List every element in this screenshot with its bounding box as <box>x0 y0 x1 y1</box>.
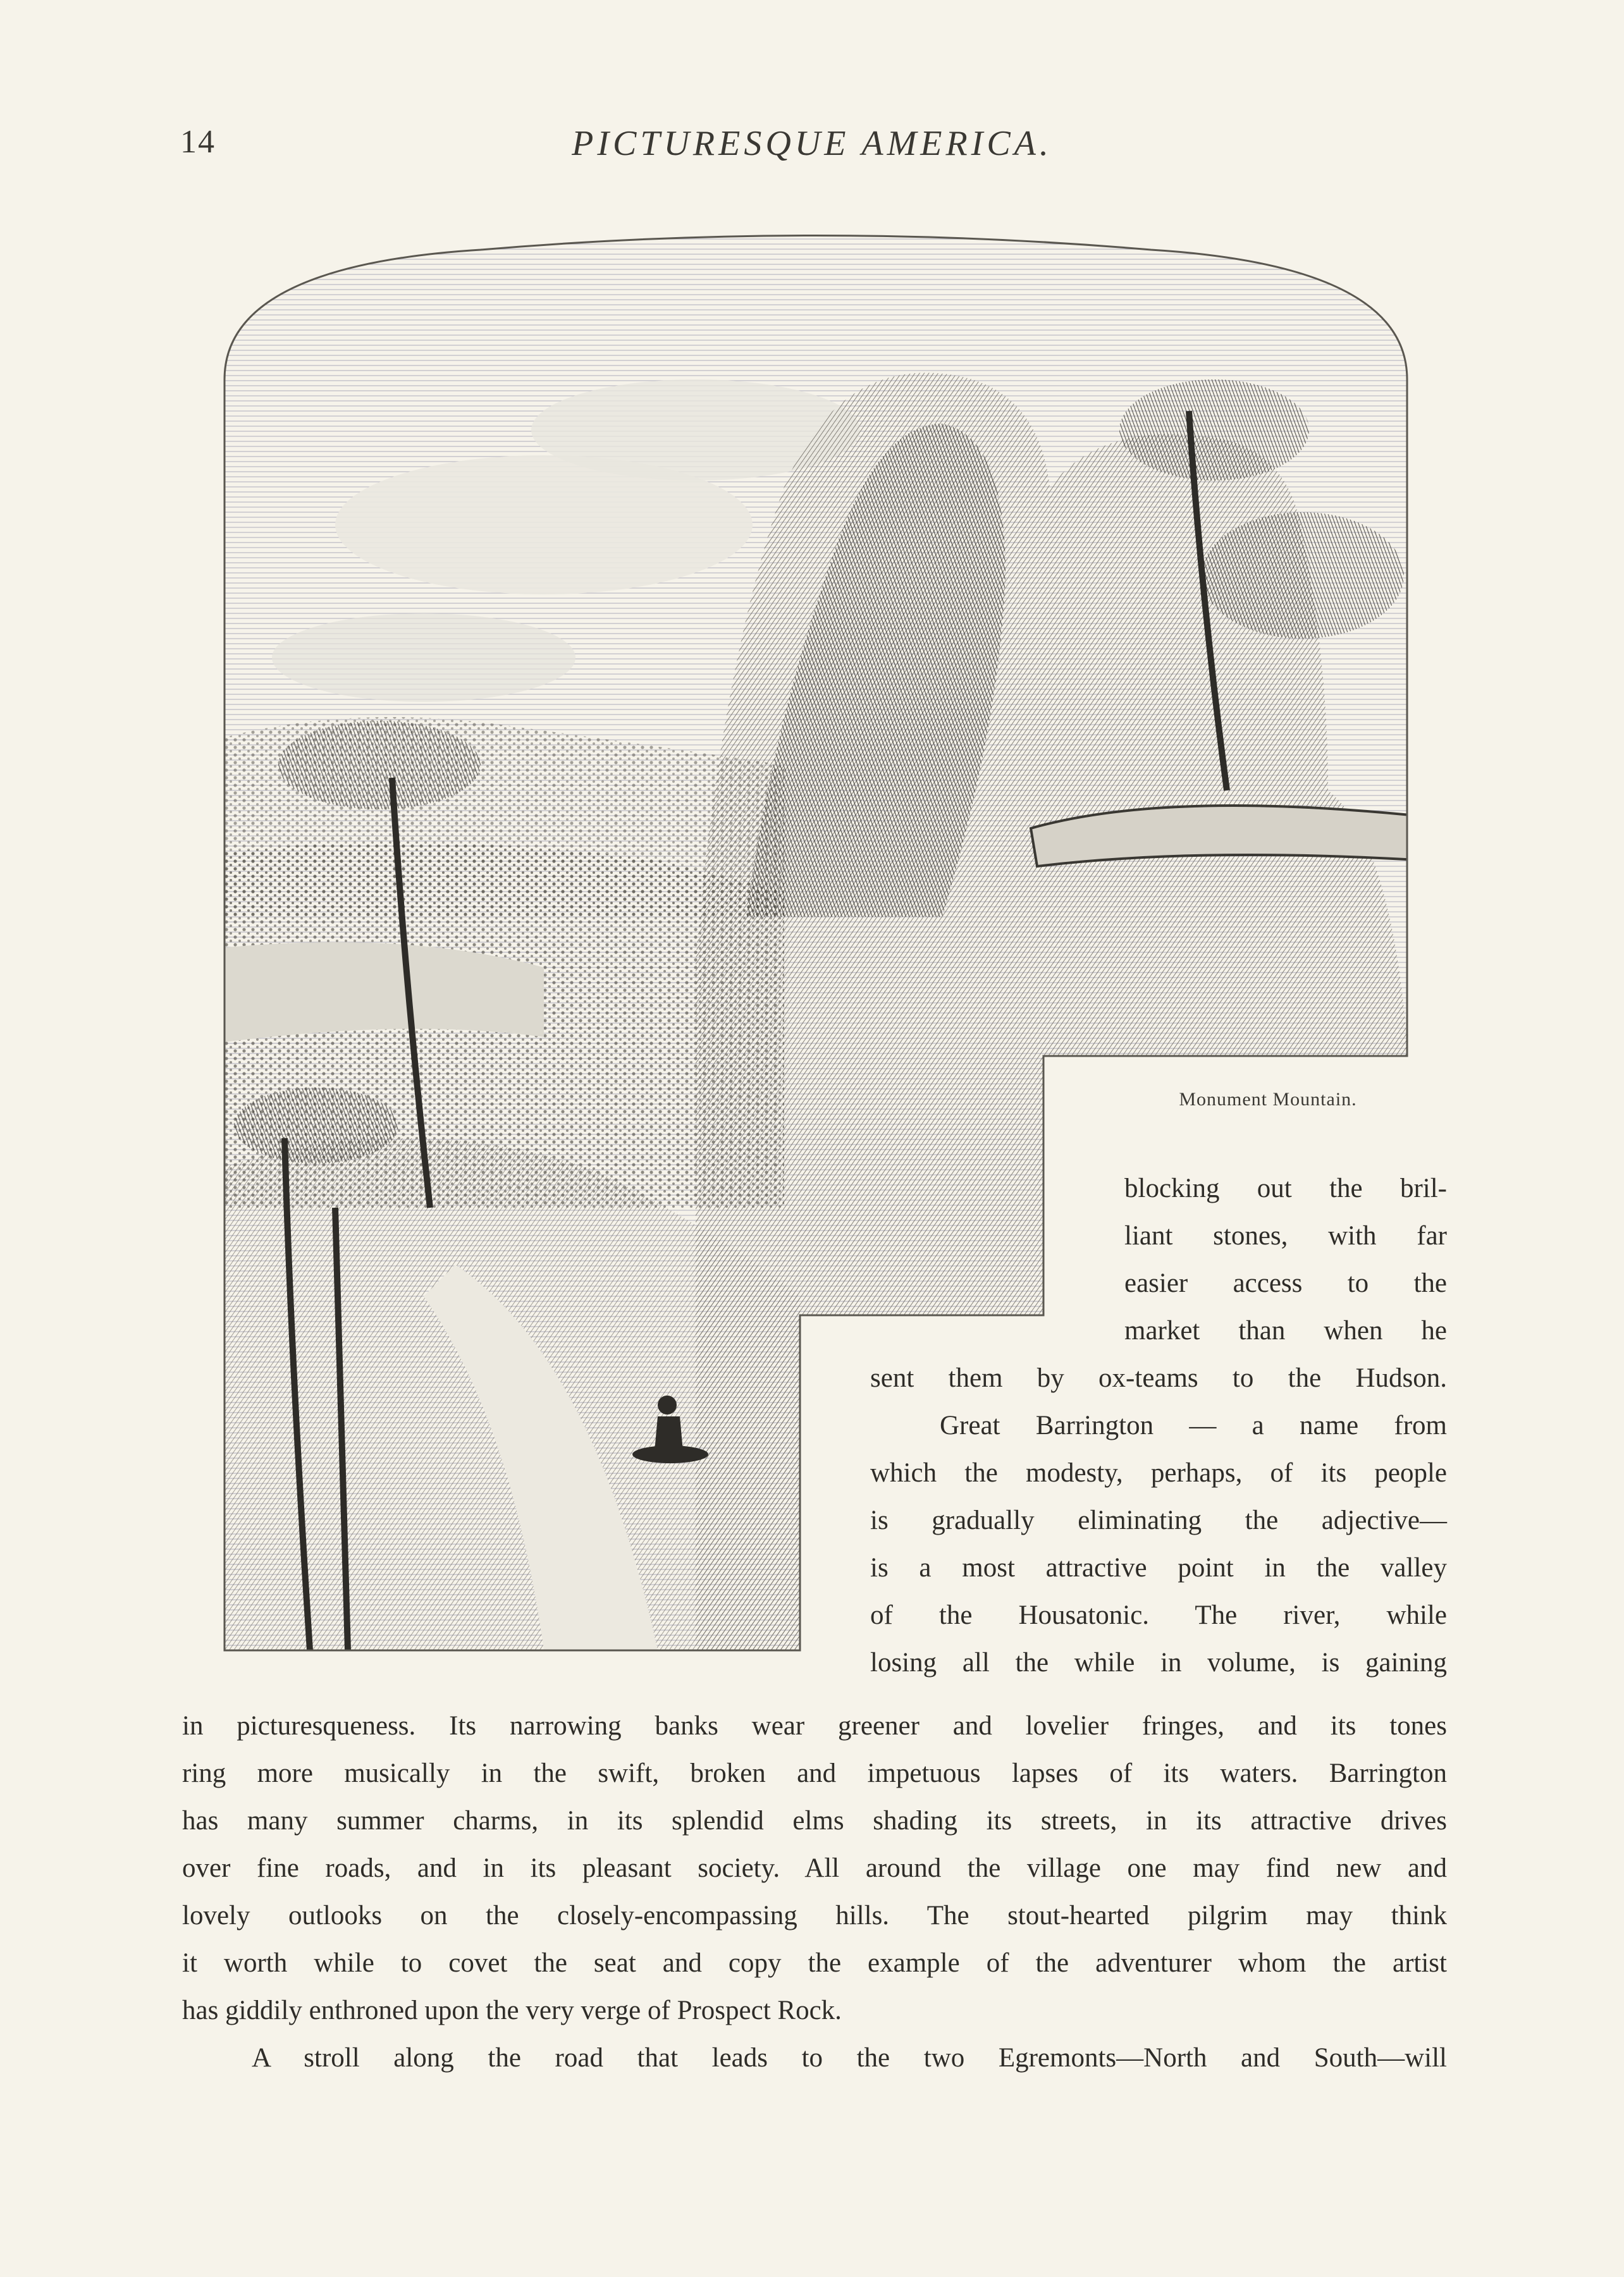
text-line: is gradually eliminating the adjective— <box>870 1506 1447 1535</box>
text-line: has giddily enthroned upon the very verge of Prospect Rock. <box>182 1996 842 2025</box>
text-line: losing all the while in volume, is gaining <box>870 1648 1447 1678</box>
text-line: ring more musically in the swift, broken and impetuous lapses of its waters. Barrington <box>182 1758 1447 1788</box>
page-number: 14 <box>180 124 216 160</box>
text-line: over fine roads, and in its pleasant society. All around the village one may find new and <box>182 1853 1447 1883</box>
text-line: in picturesqueness. Its narrowing banks wear greener and lovelier fringes, and its tones <box>182 1711 1447 1741</box>
text-line: market than when he <box>1124 1316 1447 1346</box>
text-line: sent them by ox-teams to the Hudson. <box>870 1363 1447 1393</box>
text-line: has many summer charms, in its splendid elms shading its streets, in its attractive drives <box>182 1806 1447 1836</box>
text-line: which the modesty, perhaps, of its people <box>870 1458 1447 1488</box>
running-head: PICTURESQUE AMERICA. <box>572 124 1052 163</box>
text-line: A stroll along the road that leads to the two Egremonts—North and South—will <box>252 2043 1447 2073</box>
figure-caption: Monument Mountain. <box>1179 1089 1357 1110</box>
text-line: easier access to the <box>1124 1268 1447 1298</box>
text-line: liant stones, with far <box>1124 1221 1447 1251</box>
text-line: blocking out the bril- <box>1124 1174 1447 1203</box>
text-line: of the Housatonic. The river, while <box>870 1600 1447 1630</box>
text-line: is a most attractive point in the valley <box>870 1553 1447 1583</box>
text-line: it worth while to covet the seat and copy the example of the adventurer whom the artist <box>182 1948 1447 1978</box>
text-line: Great Barrington — a name from <box>940 1411 1447 1440</box>
text-line: lovely outlooks on the closely-encompassing hills. The stout-hearted pilgrim may think <box>182 1901 1447 1930</box>
